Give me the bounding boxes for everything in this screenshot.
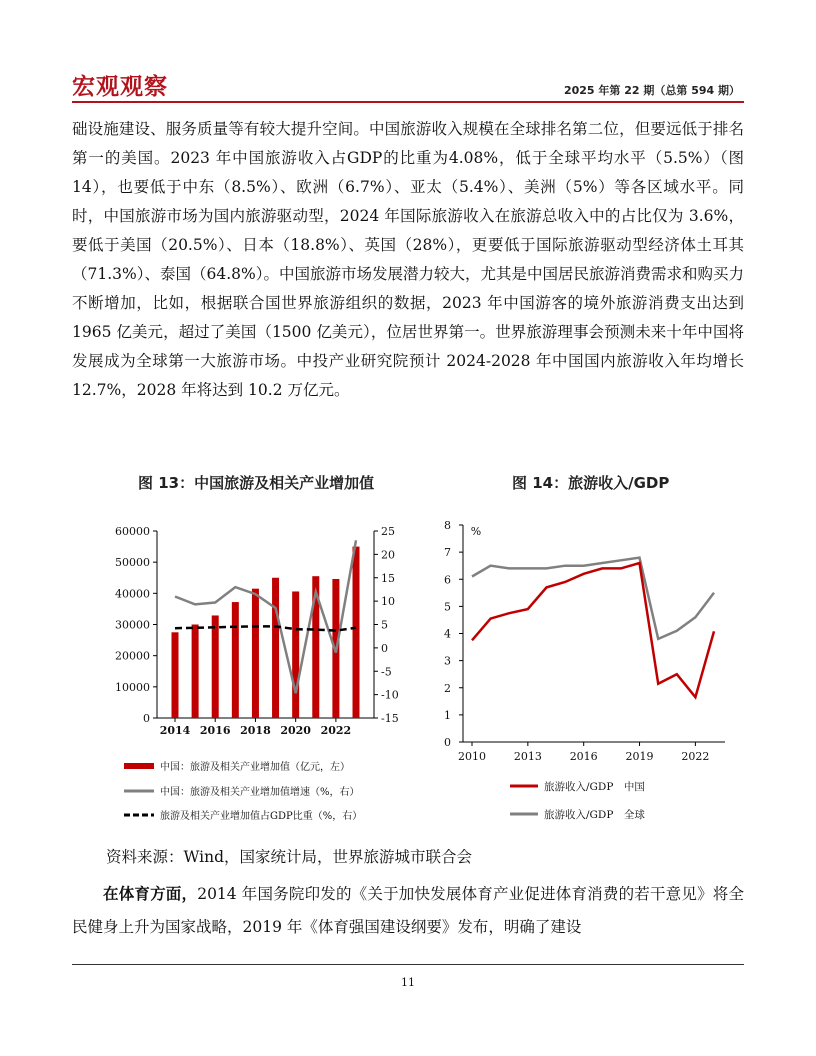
right-tick-label: 15 <box>381 571 395 585</box>
left-tick-label: 60000 <box>115 525 150 538</box>
value-bar <box>353 547 360 718</box>
figure-13-chart <box>72 505 422 835</box>
legend-label-global: 旅游收入/GDP 全球 <box>544 809 645 821</box>
x-tick-label: 2014 <box>159 724 191 737</box>
right-tick-label: 5 <box>381 618 388 632</box>
right-tick-label: 10 <box>381 595 395 609</box>
y-unit-label: % <box>470 525 482 538</box>
x-tick-label: 2016 <box>569 750 598 763</box>
body-paragraph <box>72 115 744 405</box>
right-tick-label: 0 <box>381 641 388 655</box>
left-tick-label: 30000 <box>115 618 150 632</box>
y-tick-label: 7 <box>444 546 451 560</box>
paragraph-2 <box>72 878 744 944</box>
source-note: 资料来源：Wind，国家统计局，世界旅游城市联合会 <box>106 848 473 866</box>
paragraph-2-text: 2014 年国务院印发的《关于加快发展体育产业促进体育消费的若干意见》将全民健身上升为国家战略，2019 年《体育强国建设纲要》发布，明确了建设 <box>72 885 744 936</box>
legend-label: 旅游及相关产业增加值占GDP比重（%，右） <box>160 811 363 822</box>
legend-label: 中国：旅游及相关产业增加值增速（%，右） <box>160 787 360 798</box>
right-tick-label: -15 <box>381 712 399 725</box>
paragraph-1: 础设施建设、服务质量等有较大提升空间。中国旅游收入规模在全球排名第二位，但要远低于排名第一的美国。2023 年中国旅游收入占GDP的比重为4.08%，低于全球平均水平（5.5%）（图 14），也要低于中东（8.5%）、欧洲（6.7%）、亚太（5.4%）、美洲（5%）等各区域水平。同时，中国旅游市场为国内旅游驱动型，2024 年国际旅游收入在旅游总收入中的占比仅为 3.6%，要低于美国（20.5%）、日本（18.8%）、英国（28%），更要低于国际旅游驱动型经济体土耳其（71.3%）、泰国（64.8%）。中国旅游市场发展潜力较大，尤其是中国居民旅游消费需求和购买力不断增加，比如，根据联合国世界旅游组织的数据，2023 年中国游客的境外旅游消费支出达到 1965 亿美元，超过了美国（1500 亿美元），位居世界第一。世界旅游理事会预测未来十年中国将发展成为全球第一大旅游市场。中投产业研究院预计 2024-2028 年中国国内旅游收入年均增长 12.7%，2028 年将达到 10.2 万亿元。 <box>72 120 744 399</box>
x-tick-label: 2020 <box>280 724 311 737</box>
x-tick-label: 2019 <box>625 750 654 763</box>
report-title: 宏观观察 <box>72 74 168 100</box>
y-tick-label: 4 <box>444 627 451 641</box>
figure-14-chart <box>430 505 730 835</box>
paragraph-2-lead: 在体育方面， <box>103 885 198 903</box>
value-bar <box>232 602 239 718</box>
y-tick-label: 2 <box>444 681 451 695</box>
right-tick-label: -5 <box>381 665 392 679</box>
legend-swatch-bar <box>124 763 154 769</box>
left-tick-label: 40000 <box>115 587 150 601</box>
left-tick-label: 20000 <box>115 649 150 663</box>
y-tick-label: 6 <box>444 573 451 587</box>
value-bar <box>212 615 219 718</box>
global-line <box>472 558 714 639</box>
left-tick-label: 0 <box>143 712 150 725</box>
y-tick-label: 5 <box>444 600 451 614</box>
value-bar <box>192 625 199 719</box>
y-tick-label: 0 <box>444 736 451 749</box>
legend-label-china: 旅游收入/GDP 中国 <box>544 781 645 793</box>
right-tick-label: -10 <box>381 688 399 702</box>
issue-number: 2025 年第 22 期（总第 594 期） <box>563 84 740 97</box>
x-tick-label: 2022 <box>320 724 352 737</box>
y-tick-label: 8 <box>444 519 451 532</box>
right-tick-label: 25 <box>381 525 395 538</box>
header-divider <box>72 101 744 103</box>
left-tick-label: 10000 <box>115 680 150 694</box>
figure-13-title: 图 13：中国旅游及相关产业增加值 <box>138 474 375 492</box>
x-tick-label: 2010 <box>458 750 486 763</box>
value-bar <box>272 578 279 718</box>
value-bar <box>172 632 179 718</box>
x-tick-label: 2022 <box>681 750 710 763</box>
footer-divider <box>72 964 744 965</box>
right-tick-label: 20 <box>381 548 395 562</box>
x-tick-label: 2018 <box>240 724 271 737</box>
y-tick-label: 1 <box>444 708 451 722</box>
value-bar <box>252 589 259 718</box>
x-tick-label: 2016 <box>199 724 231 737</box>
x-tick-label: 2013 <box>513 750 542 763</box>
growth-line <box>175 540 356 693</box>
left-tick-label: 50000 <box>115 556 150 570</box>
legend-label: 中国：旅游及相关产业增加值（亿元，左） <box>160 762 350 773</box>
figure-14-title: 图 14：旅游收入/GDP <box>512 474 670 492</box>
y-tick-label: 3 <box>444 654 451 668</box>
value-bar <box>292 591 299 718</box>
page-number: 11 <box>401 976 415 989</box>
